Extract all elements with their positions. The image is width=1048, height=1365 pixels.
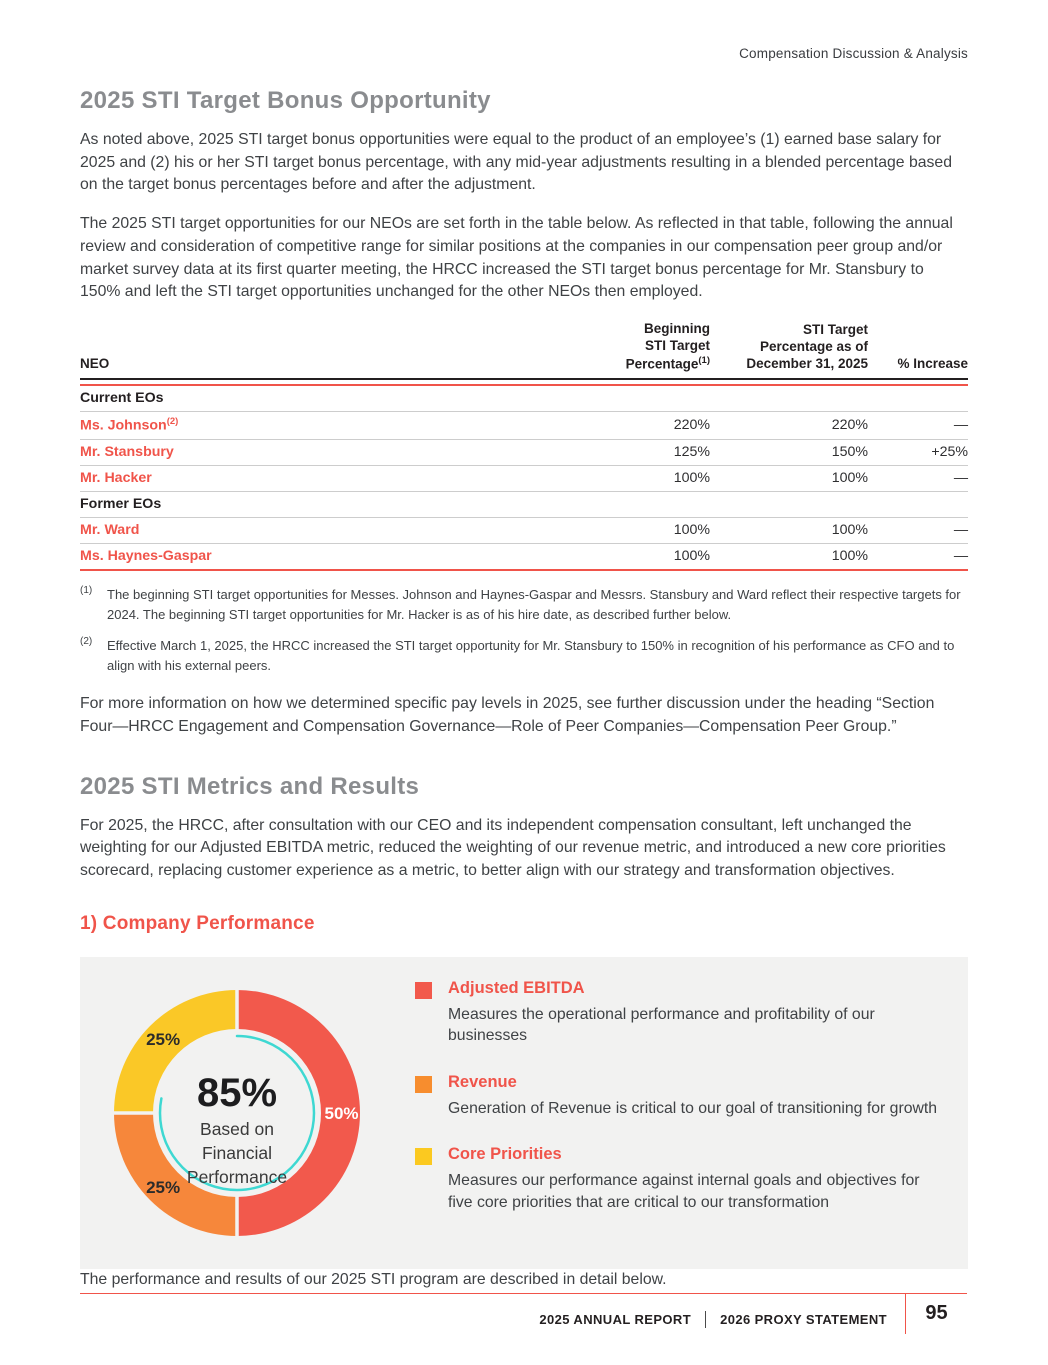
legend-swatch-yellow bbox=[415, 1148, 432, 1165]
col3-line2: Percentage as of bbox=[759, 338, 868, 354]
segment-label: 50% bbox=[324, 1103, 359, 1123]
col2-line2: STI Target bbox=[644, 338, 710, 354]
table-row bbox=[80, 466, 968, 492]
donut-center-value: 85% bbox=[196, 1070, 278, 1115]
footnote-text: Effective March 1, 2025, the HRCC increased the STI target opportunity for Mr. Stansbury to 150% in recognition of his performance as CFO and to align with his external peers. bbox=[107, 638, 955, 673]
donut-center-label-line: Based on bbox=[200, 1118, 274, 1139]
donut-center-label-line: Financial bbox=[201, 1142, 273, 1163]
footnote-text: The beginning STI target opportunities for Messes. Johnson and Haynes-Gaspar and Messrs. Stansbury and Ward reflect their respective targets for 2024. The beginning STI target opportunities for Mr. Hacker is as of his hire date, as described further below. bbox=[107, 587, 961, 622]
company-performance-card bbox=[80, 957, 968, 1269]
col2-line3: Percentage bbox=[625, 356, 699, 372]
col3-line3: December 31, 2025 bbox=[746, 356, 868, 372]
target-value: 100% bbox=[831, 548, 868, 565]
name-text: Ms. Haynes-Gaspar bbox=[80, 548, 212, 565]
increase-value: +25% bbox=[931, 444, 968, 461]
beginning-value: 100% bbox=[673, 522, 710, 539]
beginning-value: 220% bbox=[673, 417, 710, 434]
increase-value: — bbox=[953, 470, 968, 487]
group-label-current: Current EOs bbox=[80, 390, 164, 407]
name-footnote-ref: (2) bbox=[166, 416, 179, 428]
table-group-row bbox=[80, 492, 968, 518]
sti-target-table bbox=[80, 320, 968, 571]
target-value: 100% bbox=[831, 522, 868, 539]
footer-divider bbox=[705, 1311, 706, 1328]
page-footer bbox=[80, 1293, 967, 1334]
name-text: Mr. Hacker bbox=[80, 470, 152, 487]
col2-line1: Beginning bbox=[644, 321, 710, 337]
donut-center-label-line: Performance bbox=[186, 1166, 288, 1187]
legend-swatch-red bbox=[415, 982, 432, 999]
beginning-value: 100% bbox=[673, 548, 710, 565]
target-value: 100% bbox=[831, 470, 868, 487]
col-header-neo: NEO bbox=[80, 356, 110, 372]
metrics-section-title: 2025 STI Metrics and Results bbox=[80, 772, 420, 800]
page-number: 95 bbox=[925, 1302, 948, 1324]
legend-title: Core Priorities bbox=[448, 1145, 562, 1164]
col-header-beginning bbox=[555, 320, 710, 372]
legend-item-adjusted-ebitda bbox=[415, 979, 940, 1047]
neo-name bbox=[80, 522, 555, 538]
beginning-value: 100% bbox=[673, 470, 710, 487]
neo-name bbox=[80, 470, 555, 486]
footer-labels bbox=[80, 1294, 905, 1334]
increase-value: — bbox=[953, 548, 968, 565]
segment-label: 25% bbox=[146, 1029, 181, 1049]
table-row bbox=[80, 544, 968, 571]
legend-description: Generation of Revenue is critical to our goal of transitioning for growth bbox=[448, 1099, 938, 1117]
col2-footnote-ref: (1) bbox=[698, 354, 710, 366]
footnotes bbox=[80, 585, 968, 675]
legend-title: Adjusted EBITDA bbox=[448, 978, 585, 997]
table-row bbox=[80, 440, 968, 466]
footnote-1 bbox=[80, 585, 968, 624]
footnote-marker: (2) bbox=[80, 636, 93, 648]
col-header-target bbox=[710, 321, 868, 373]
table-header-row bbox=[80, 320, 968, 380]
group-label-former: Former EOs bbox=[80, 496, 162, 513]
closing-paragraph: The performance and results of our 2025 STI program are described in detail below. bbox=[80, 1270, 667, 1288]
peer-group-paragraph: For more information on how we determined specific pay levels in 2025, see further discussion under the heading “Section Four—HRCC Engagement and Compensation Governance—Role of Peer Companies—Compensation Peer Group.” bbox=[80, 695, 935, 735]
company-performance-heading: 1) Company Performance bbox=[80, 912, 315, 934]
neo-name bbox=[80, 416, 555, 434]
table-group-row bbox=[80, 386, 968, 412]
legend-item-core-priorities bbox=[415, 1145, 940, 1213]
page-title: 2025 STI Target Bonus Opportunity bbox=[80, 87, 491, 114]
footnote-2 bbox=[80, 636, 968, 675]
intro-paragraph-2: The 2025 STI target opportunities for our NEOs are set forth in the table below. As reflected in that table, following the annual review and consideration of competitive range for similar positions at the companies in our compensation peer group and/or market survey data at its first quarter meeting, the HRCC increased the STI target bonus percentage for Mr. Stansbury to 150% and left the STI target opportunities unchanged for the other NEOs then employed. bbox=[80, 215, 953, 301]
legend-swatch-orange bbox=[415, 1076, 432, 1093]
chart-legend bbox=[415, 979, 940, 1239]
legend-description: Measures the operational performance and profitability of our businesses bbox=[448, 1005, 875, 1045]
running-header: Compensation Discussion & Analysis bbox=[739, 46, 968, 61]
neo-name bbox=[80, 548, 555, 564]
name-text: Mr. Ward bbox=[80, 522, 140, 539]
beginning-value: 125% bbox=[673, 444, 710, 461]
footer-proxy-statement: 2026 PROXY STATEMENT bbox=[720, 1312, 887, 1327]
metrics-paragraph: For 2025, the HRCC, after consultation with our CEO and its independent compensation consultant, left unchanged the weighting for our Adjusted EBITDA metric, reduced the weighting of our revenue metric, and introduced a new core priorities scorecard, replacing customer experience as a metric, to better align with our strategy and transformation objectives. bbox=[80, 816, 946, 880]
legend-item-revenue bbox=[415, 1073, 940, 1119]
donut-chart bbox=[108, 984, 366, 1242]
legend-description: Measures our performance against internal goals and objectives for five core priorities that are critical to our transformation bbox=[448, 1172, 920, 1211]
segment-label: 25% bbox=[146, 1177, 181, 1197]
col-header-increase: % Increase bbox=[897, 356, 968, 372]
increase-value: — bbox=[953, 522, 968, 539]
col3-line1: STI Target bbox=[802, 321, 868, 337]
name-text: Mr. Stansbury bbox=[80, 444, 174, 461]
table-row bbox=[80, 412, 968, 440]
name-text: Ms. Johnson bbox=[80, 418, 167, 435]
increase-value: — bbox=[953, 417, 968, 434]
target-value: 220% bbox=[831, 417, 868, 434]
footnote-marker: (1) bbox=[80, 585, 93, 597]
footer-annual-report: 2025 ANNUAL REPORT bbox=[539, 1312, 692, 1327]
target-value: 150% bbox=[831, 444, 868, 461]
neo-name bbox=[80, 444, 555, 460]
intro-paragraph-1: As noted above, 2025 STI target bonus opportunities were equal to the product of an employee’s (1) earned base salary for 2025 and (2) his or her STI target bonus percentage, with any mid-year adjustments resulting in a blended percentage based on the target bonus percentages before and after the adjustment. bbox=[80, 131, 952, 194]
table-row bbox=[80, 518, 968, 544]
legend-title: Revenue bbox=[448, 1072, 517, 1091]
